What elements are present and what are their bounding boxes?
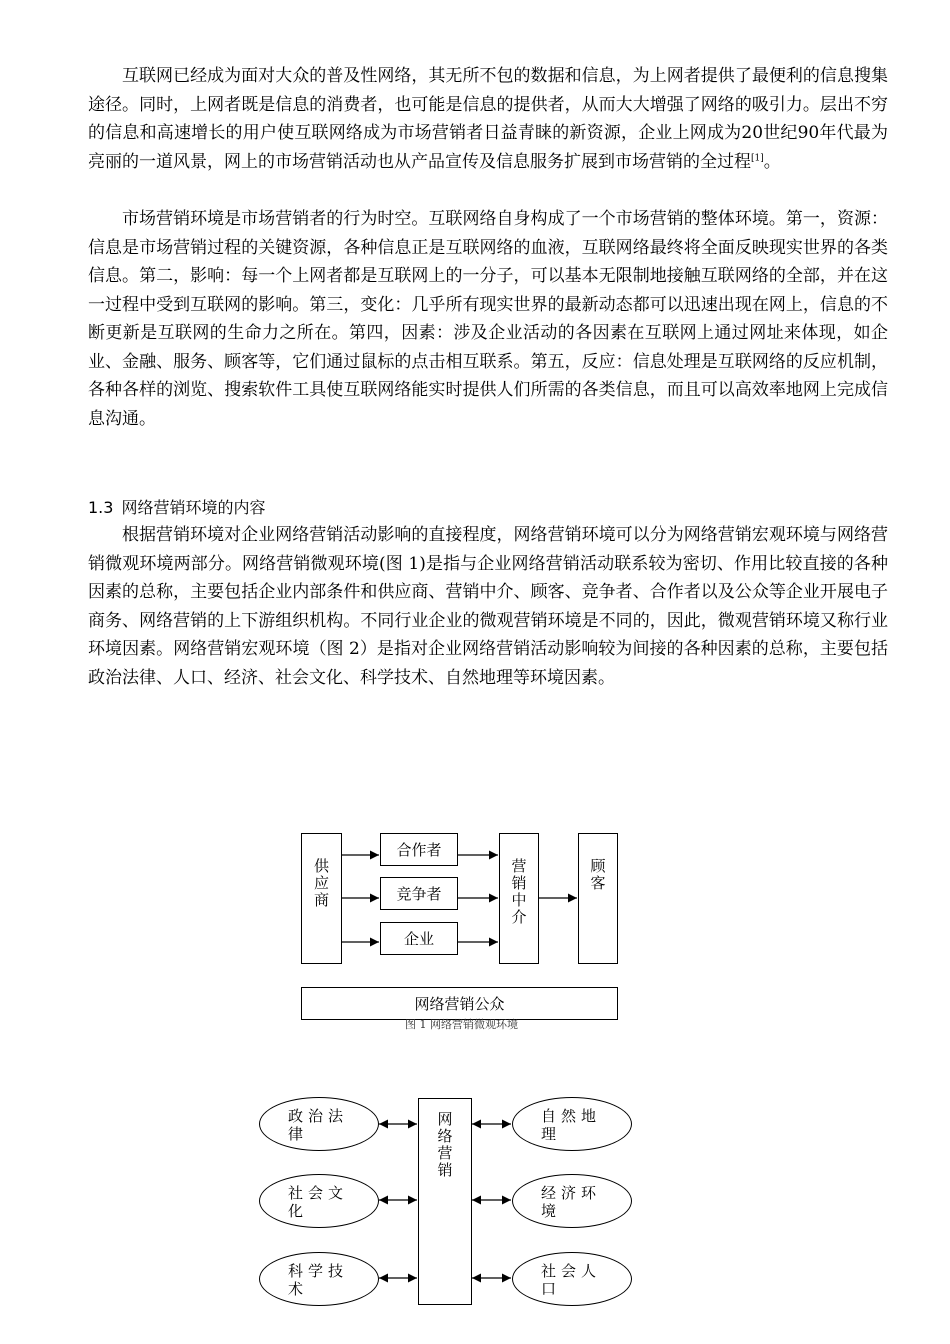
enterprise-box: 企业	[380, 922, 458, 955]
intermediary-box: 营销中介	[499, 833, 539, 964]
section-title: 网络营销环境的内容	[121, 498, 266, 517]
nature-geo-oval: 自然地理	[512, 1097, 632, 1151]
population-oval: 社会人口	[512, 1252, 632, 1306]
sci-tech-oval: 科学技术	[259, 1252, 379, 1306]
paragraph-intro	[88, 62, 888, 176]
partner-box: 合作者	[380, 833, 458, 866]
paragraph-intro-text: 互联网已经成为面对大众的普及性网络，其无所不包的数据和信息，为上网者提供了最便利的信息搜集途径。同时，上网者既是信息的消费者，也可能是信息的提供者，从而大大增强了网络的吸引力。层出不穷的信息和高速增长的用户使互联网络成为市场营销者日益青睐的新资源，企业上网成为20世纪90年代最为亮丽的一道风景，网上的市场营销活动也从产品宣传及信息服务扩展到市场营销的全过程	[88, 66, 888, 172]
figure1-caption: 图 1 网络营销微观环境	[405, 1018, 518, 1030]
center-box: 网络营销	[418, 1098, 472, 1305]
supplier-box: 供应商	[301, 833, 342, 964]
paragraph-content: 根据营销环境对企业网络营销活动影响的直接程度，网络营销环境可以分为网络营销宏观环境与网络营销微观环境两部分。网络营销微观环境(图 1)是指与企业网络营销活动联系较为密切、作用比较直接的各种因素的总称，主要包括企业内部条件和供应商、营销中介、顾客、竞争者、合作者以及公众等企业开展电子商务、网络营销的上下游组织机构。不同行业企业的微观营销环境是不同的，因此，微观营销环境又称行业环境因素。网络营销宏观环境（图 2）是指对企业网络营销活动影响较为间接的各种因素的总称，主要包括政治法律、人口、经济、社会文化、科学技术、自然地理等环境因素。	[88, 525, 888, 688]
customer-box: 顾客	[578, 833, 618, 964]
public-box: 网络营销公众	[301, 987, 618, 1020]
competitor-box: 竞争者	[380, 877, 458, 910]
paragraph-intro-end: 。	[763, 151, 781, 172]
social-culture-oval: 社会文化	[259, 1174, 379, 1228]
section-number: 1.3	[88, 498, 114, 517]
citation-ref: [1]	[751, 152, 764, 163]
section-heading	[88, 495, 265, 518]
paragraph-environment: 市场营销环境是市场营销者的行为时空。互联网络自身构成了一个市场营销的整体环境。第一，资源：信息是市场营销过程的关键资源，各种信息正是互联网络的血液，互联网络最终将全面反映现实世界的各类信息。第二，影响：每一个上网者都是互联网上的一分子，可以基本无限制地接触互联网络的全部，并在这一过程中受到互联网的影响。第三，变化：几乎所有现实世界的最新动态都可以迅速出现在网上，信息的不断更新是互联网的生命力之所在。第四，因素：涉及企业活动的各因素在互联网上通过网址来体现，如企业、金融、服务、顾客等，它们通过鼠标的点击相互联系。第五，反应：信息处理是互联网络的反应机制，各种各样的浏览、搜索软件工具使互联网络能实时提供人们所需的各类信息，而且可以高效率地网上完成信息沟通。	[88, 209, 888, 429]
economy-env-oval: 经济环境	[512, 1174, 632, 1228]
politics-law-oval: 政治法律	[259, 1097, 379, 1151]
